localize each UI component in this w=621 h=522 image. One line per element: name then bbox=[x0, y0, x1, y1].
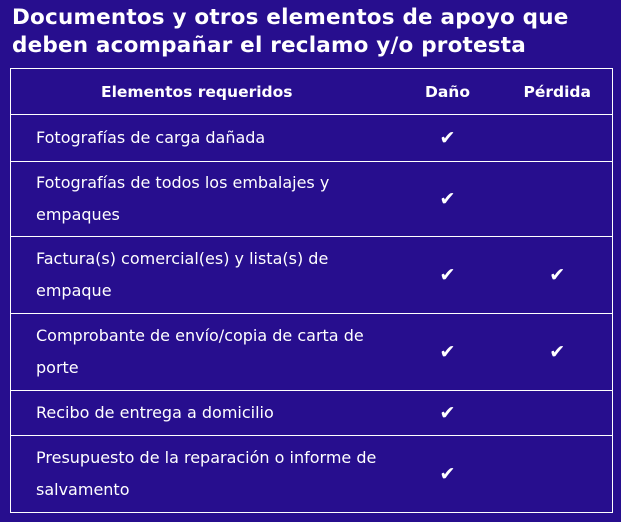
row-label: Presupuesto de la reparación o informe de salvamento bbox=[11, 436, 393, 513]
check-icon: ✔ bbox=[439, 402, 456, 424]
row-label: Fotografías de carga dañada bbox=[11, 115, 393, 162]
header-perdida: Pérdida bbox=[503, 69, 613, 115]
table-row bbox=[11, 436, 613, 513]
dano-cell bbox=[393, 391, 503, 436]
table-row bbox=[11, 314, 613, 391]
table-row bbox=[11, 237, 613, 314]
perdida-cell bbox=[503, 391, 613, 436]
check-icon: ✔ bbox=[439, 188, 456, 210]
table-header-row bbox=[11, 69, 613, 115]
check-icon: ✔ bbox=[439, 463, 456, 485]
check-icon: ✔ bbox=[549, 341, 566, 363]
perdida-cell bbox=[503, 237, 613, 314]
table-row bbox=[11, 115, 613, 162]
dano-cell bbox=[393, 115, 503, 162]
dano-cell bbox=[393, 436, 503, 513]
requirements-table bbox=[10, 68, 613, 513]
row-label: Comprobante de envío/copia de carta de porte bbox=[11, 314, 393, 391]
table-row bbox=[11, 162, 613, 237]
row-label: Factura(s) comercial(es) y lista(s) de empaque bbox=[11, 237, 393, 314]
check-icon: ✔ bbox=[439, 127, 456, 149]
header-elementos-requeridos: Elementos requeridos bbox=[11, 69, 393, 115]
dano-cell bbox=[393, 162, 503, 237]
table-row bbox=[11, 391, 613, 436]
row-label: Recibo de entrega a domicilio bbox=[11, 391, 393, 436]
header-dano: Daño bbox=[393, 69, 503, 115]
perdida-cell bbox=[503, 436, 613, 513]
perdida-cell bbox=[503, 162, 613, 237]
row-label: Fotografías de todos los embalajes y empaques bbox=[11, 162, 393, 237]
perdida-cell bbox=[503, 115, 613, 162]
perdida-cell bbox=[503, 314, 613, 391]
check-icon: ✔ bbox=[439, 264, 456, 286]
check-icon: ✔ bbox=[549, 264, 566, 286]
dano-cell bbox=[393, 237, 503, 314]
check-icon: ✔ bbox=[439, 341, 456, 363]
dano-cell bbox=[393, 314, 503, 391]
page-title: Documentos y otros elementos de apoyo que deben acompañar el reclamo y/o protesta bbox=[12, 5, 569, 58]
